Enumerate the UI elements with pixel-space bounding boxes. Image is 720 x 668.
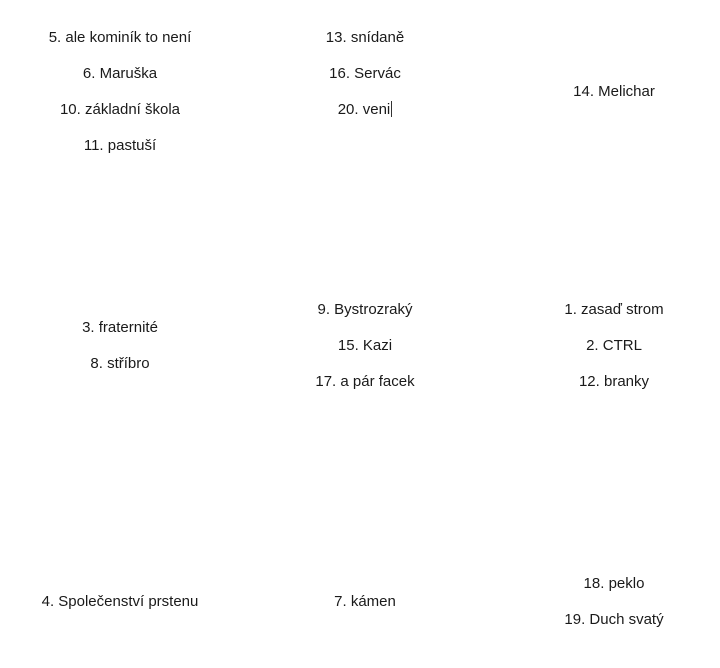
list-item: 9. Bystrozraký [317, 301, 413, 318]
cell-r1-c2[interactable] [494, 292, 720, 400]
cell-r0-c2[interactable] [494, 20, 720, 164]
list-item: 4. Společenství prstenu [41, 593, 199, 610]
list-item: 5. ale kominík to není [48, 29, 192, 46]
list-item: 1. zasaď strom [564, 301, 664, 318]
cell-r2-c0[interactable] [0, 566, 240, 638]
cell-r2-c1[interactable] [245, 566, 485, 638]
list-item: 13. snídaně [325, 29, 405, 46]
cell-r0-c1[interactable] [245, 20, 485, 164]
list-item: 14. Melichar [573, 83, 655, 100]
list-item: 12. branky [578, 373, 650, 390]
list-item: 7. kámen [334, 593, 396, 610]
list-item: 11. pastuší [83, 137, 157, 154]
text-caret [391, 101, 392, 117]
list-item-text: 20. veni [337, 101, 391, 118]
list-item: 8. stříbro [90, 355, 150, 372]
list-item: 19. Duch svatý [564, 611, 664, 628]
list-item: 15. Kazi [337, 337, 393, 354]
list-item: 3. fraternité [82, 319, 158, 336]
cell-r1-c1[interactable] [245, 292, 485, 400]
list-item: 2. CTRL [586, 337, 642, 354]
list-item: 18. peklo [583, 575, 645, 592]
list-item: 6. Maruška [82, 65, 158, 82]
cell-r1-c0[interactable] [0, 292, 240, 400]
list-item: 17. a pár facek [315, 373, 415, 390]
list-item-with-caret[interactable] [338, 92, 393, 128]
cell-r2-c2[interactable] [494, 566, 720, 638]
cell-r0-c0[interactable] [0, 20, 240, 164]
list-item: 10. základní škola [59, 101, 181, 118]
list-item: 16. Servác [329, 65, 401, 82]
